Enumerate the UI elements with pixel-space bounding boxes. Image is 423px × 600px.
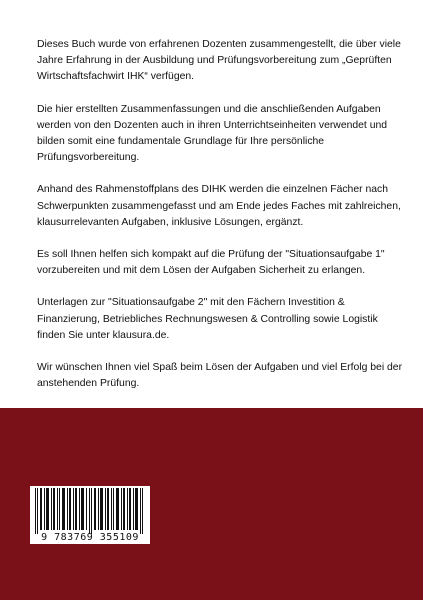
isbn-number: 9 783769 355109 bbox=[41, 532, 139, 543]
paragraph-curriculum: Anhand des Rahmenstoffplans des DIHK werden die einzelnen Fächer nach Schwerpunkten zusammengefasst und am Ende jedes Faches mit zahlreichen, klausurrelevanten Aufgaben, inklusive Lösungen, ergänzt. bbox=[37, 184, 401, 228]
paragraph-summaries: Die hier erstellten Zusammenfassungen und die anschließenden Aufgaben werden von den Dozenten auch in ihren Unterrichtseinheiten verwendet und bilden somit eine fundamentale Grundlage für Ihre persönliche Prüfungsvorbereitung. bbox=[37, 103, 388, 164]
blurb-text bbox=[37, 37, 407, 408]
isbn-barcode bbox=[30, 486, 150, 544]
paragraph-intro: Dieses Buch wurde von erfahrenen Dozenten zusammengestellt, die über viele Jahre Erfahrung in der Ausbildung und Prüfungsvorbereitung zum „Geprüften Wirtschaftsfachwirt IHK“ verfügen. bbox=[37, 39, 401, 83]
paragraph-additional-materials: Unterlagen zur "Situationsaufgabe 2" mit den Fächern Investition & Finanzierung, Betriebliches Rechnungswesen & Controlling sowie Logistik finden Sie unter klausura.de. bbox=[37, 297, 378, 341]
paragraph-closing: Wir wünschen Ihnen viel Spaß beim Lösen der Aufgaben und viel Erfolg bei der anstehenden Prüfung. bbox=[37, 362, 403, 390]
barcode-icon bbox=[35, 488, 145, 534]
paragraph-purpose: Es soll Ihnen helfen sich kompakt auf die Prüfung der "Situationsaufgabe 1" vorzubereiten und mit dem Lösen der Aufgaben Sicherheit zu erlangen. bbox=[37, 249, 385, 277]
